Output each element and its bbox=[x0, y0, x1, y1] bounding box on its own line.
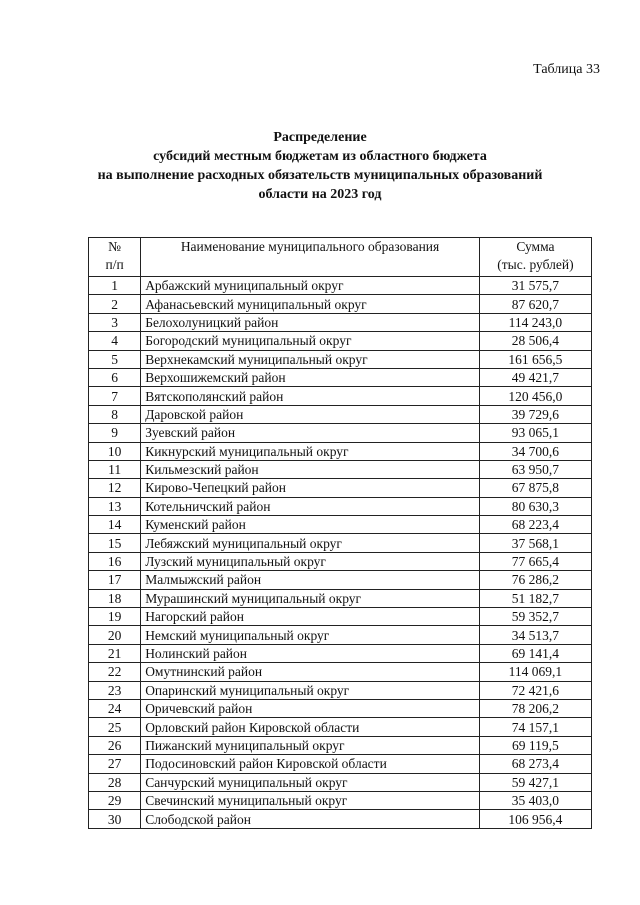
row-number: 10 bbox=[89, 442, 141, 460]
row-name: Богородский муниципальный округ bbox=[141, 332, 480, 350]
table-row bbox=[89, 460, 592, 478]
row-number: 30 bbox=[89, 810, 141, 828]
row-number: 11 bbox=[89, 460, 141, 478]
row-name: Зуевский район bbox=[141, 424, 480, 442]
table-row bbox=[89, 295, 592, 313]
row-number: 7 bbox=[89, 387, 141, 405]
row-sum: 80 630,3 bbox=[479, 497, 591, 515]
row-name: Вятскополянский район bbox=[141, 387, 480, 405]
row-name: Нагорский район bbox=[141, 608, 480, 626]
row-sum: 63 950,7 bbox=[479, 460, 591, 478]
row-name: Афанасьевский муниципальный округ bbox=[141, 295, 480, 313]
table-row bbox=[89, 718, 592, 736]
table-row bbox=[89, 313, 592, 331]
row-sum: 34 513,7 bbox=[479, 626, 591, 644]
row-sum: 28 506,4 bbox=[479, 332, 591, 350]
row-sum: 68 273,4 bbox=[479, 755, 591, 773]
table-row bbox=[89, 277, 592, 295]
table-row bbox=[89, 534, 592, 552]
table-row bbox=[89, 368, 592, 386]
row-number: 15 bbox=[89, 534, 141, 552]
header-sum-line-2: (тыс. рублей) bbox=[497, 257, 574, 272]
table-row bbox=[89, 755, 592, 773]
row-name: Немский муниципальный округ bbox=[141, 626, 480, 644]
header-number-line-1: № bbox=[108, 239, 122, 254]
row-number: 3 bbox=[89, 313, 141, 331]
row-name: Оричевский район bbox=[141, 699, 480, 717]
row-sum: 87 620,7 bbox=[479, 295, 591, 313]
row-number: 5 bbox=[89, 350, 141, 368]
row-number: 1 bbox=[89, 277, 141, 295]
row-name: Малмыжский район bbox=[141, 571, 480, 589]
title-line-1: Распределение bbox=[273, 130, 367, 145]
row-sum: 77 665,4 bbox=[479, 552, 591, 570]
row-sum: 78 206,2 bbox=[479, 699, 591, 717]
row-number: 4 bbox=[89, 332, 141, 350]
table-row bbox=[89, 424, 592, 442]
table-row bbox=[89, 810, 592, 828]
table-number-label: Таблица 33 bbox=[533, 62, 600, 77]
row-name: Верхнекамский муниципальный округ bbox=[141, 350, 480, 368]
row-number: 21 bbox=[89, 644, 141, 662]
title-line-3: на выполнение расходных обязательств муниципальных образований bbox=[97, 168, 543, 183]
row-name: Кикнурский муниципальный округ bbox=[141, 442, 480, 460]
table-row bbox=[89, 332, 592, 350]
subsidy-distribution-table bbox=[88, 237, 592, 829]
row-sum: 106 956,4 bbox=[479, 810, 591, 828]
row-number: 19 bbox=[89, 608, 141, 626]
row-number: 16 bbox=[89, 552, 141, 570]
table-row bbox=[89, 773, 592, 791]
table-row bbox=[89, 479, 592, 497]
row-number: 2 bbox=[89, 295, 141, 313]
row-number: 18 bbox=[89, 589, 141, 607]
row-sum: 35 403,0 bbox=[479, 791, 591, 809]
header-number bbox=[89, 238, 141, 277]
table-row bbox=[89, 405, 592, 423]
row-name: Свечинский муниципальный округ bbox=[141, 791, 480, 809]
row-number: 14 bbox=[89, 516, 141, 534]
table-row bbox=[89, 387, 592, 405]
title-line-2: субсидий местным бюджетам из областного бюджета bbox=[153, 149, 487, 164]
row-number: 25 bbox=[89, 718, 141, 736]
row-number: 24 bbox=[89, 699, 141, 717]
table-row bbox=[89, 644, 592, 662]
row-number: 8 bbox=[89, 405, 141, 423]
table-row bbox=[89, 608, 592, 626]
row-sum: 67 875,8 bbox=[479, 479, 591, 497]
row-sum: 74 157,1 bbox=[479, 718, 591, 736]
row-sum: 37 568,1 bbox=[479, 534, 591, 552]
title-line-4: области на 2023 год bbox=[258, 187, 382, 202]
table-row bbox=[89, 516, 592, 534]
row-sum: 51 182,7 bbox=[479, 589, 591, 607]
row-sum: 39 729,6 bbox=[479, 405, 591, 423]
row-name: Верхошижемский район bbox=[141, 368, 480, 386]
table-row bbox=[89, 497, 592, 515]
row-name: Кильмезский район bbox=[141, 460, 480, 478]
row-sum: 76 286,2 bbox=[479, 571, 591, 589]
row-sum: 69 119,5 bbox=[479, 736, 591, 754]
table-row bbox=[89, 552, 592, 570]
row-number: 20 bbox=[89, 626, 141, 644]
row-number: 6 bbox=[89, 368, 141, 386]
header-name: Наименование муниципального образования bbox=[141, 238, 480, 277]
row-sum: 69 141,4 bbox=[479, 644, 591, 662]
table-row bbox=[89, 571, 592, 589]
row-sum: 31 575,7 bbox=[479, 277, 591, 295]
row-name: Орловский район Кировской области bbox=[141, 718, 480, 736]
table-header-row bbox=[89, 238, 592, 277]
table-row bbox=[89, 626, 592, 644]
row-name: Даровской район bbox=[141, 405, 480, 423]
row-sum: 59 352,7 bbox=[479, 608, 591, 626]
row-name: Лузский муниципальный округ bbox=[141, 552, 480, 570]
row-name: Куменский район bbox=[141, 516, 480, 534]
row-name: Лебяжский муниципальный округ bbox=[141, 534, 480, 552]
row-number: 9 bbox=[89, 424, 141, 442]
table-row bbox=[89, 589, 592, 607]
row-sum: 34 700,6 bbox=[479, 442, 591, 460]
table-row bbox=[89, 699, 592, 717]
row-sum: 59 427,1 bbox=[479, 773, 591, 791]
row-name: Белохолуницкий район bbox=[141, 313, 480, 331]
table-row bbox=[89, 791, 592, 809]
row-sum: 49 421,7 bbox=[479, 368, 591, 386]
row-sum: 120 456,0 bbox=[479, 387, 591, 405]
row-sum: 161 656,5 bbox=[479, 350, 591, 368]
table-row bbox=[89, 681, 592, 699]
row-name: Слободской район bbox=[141, 810, 480, 828]
table-body bbox=[89, 277, 592, 829]
row-number: 28 bbox=[89, 773, 141, 791]
header-sum-line-1: Сумма bbox=[516, 239, 555, 254]
header-sum bbox=[479, 238, 591, 277]
row-sum: 72 421,6 bbox=[479, 681, 591, 699]
row-name: Арбажский муниципальный округ bbox=[141, 277, 480, 295]
row-number: 17 bbox=[89, 571, 141, 589]
row-name: Котельничский район bbox=[141, 497, 480, 515]
row-sum: 93 065,1 bbox=[479, 424, 591, 442]
row-name: Подосиновский район Кировской области bbox=[141, 755, 480, 773]
row-name: Опаринский муниципальный округ bbox=[141, 681, 480, 699]
row-number: 22 bbox=[89, 663, 141, 681]
row-number: 23 bbox=[89, 681, 141, 699]
row-name: Санчурский муниципальный округ bbox=[141, 773, 480, 791]
row-name: Нолинский район bbox=[141, 644, 480, 662]
row-name: Омутнинский район bbox=[141, 663, 480, 681]
row-sum: 114 243,0 bbox=[479, 313, 591, 331]
document-title bbox=[0, 128, 640, 204]
row-number: 29 bbox=[89, 791, 141, 809]
table-row bbox=[89, 442, 592, 460]
header-number-line-2: п/п bbox=[105, 257, 124, 272]
row-sum: 68 223,4 bbox=[479, 516, 591, 534]
row-number: 27 bbox=[89, 755, 141, 773]
row-name: Кирово-Чепецкий район bbox=[141, 479, 480, 497]
row-sum: 114 069,1 bbox=[479, 663, 591, 681]
table-row bbox=[89, 350, 592, 368]
table-row bbox=[89, 663, 592, 681]
row-name: Пижанский муниципальный округ bbox=[141, 736, 480, 754]
row-number: 13 bbox=[89, 497, 141, 515]
table-row bbox=[89, 736, 592, 754]
row-number: 12 bbox=[89, 479, 141, 497]
row-number: 26 bbox=[89, 736, 141, 754]
row-name: Мурашинский муниципальный округ bbox=[141, 589, 480, 607]
